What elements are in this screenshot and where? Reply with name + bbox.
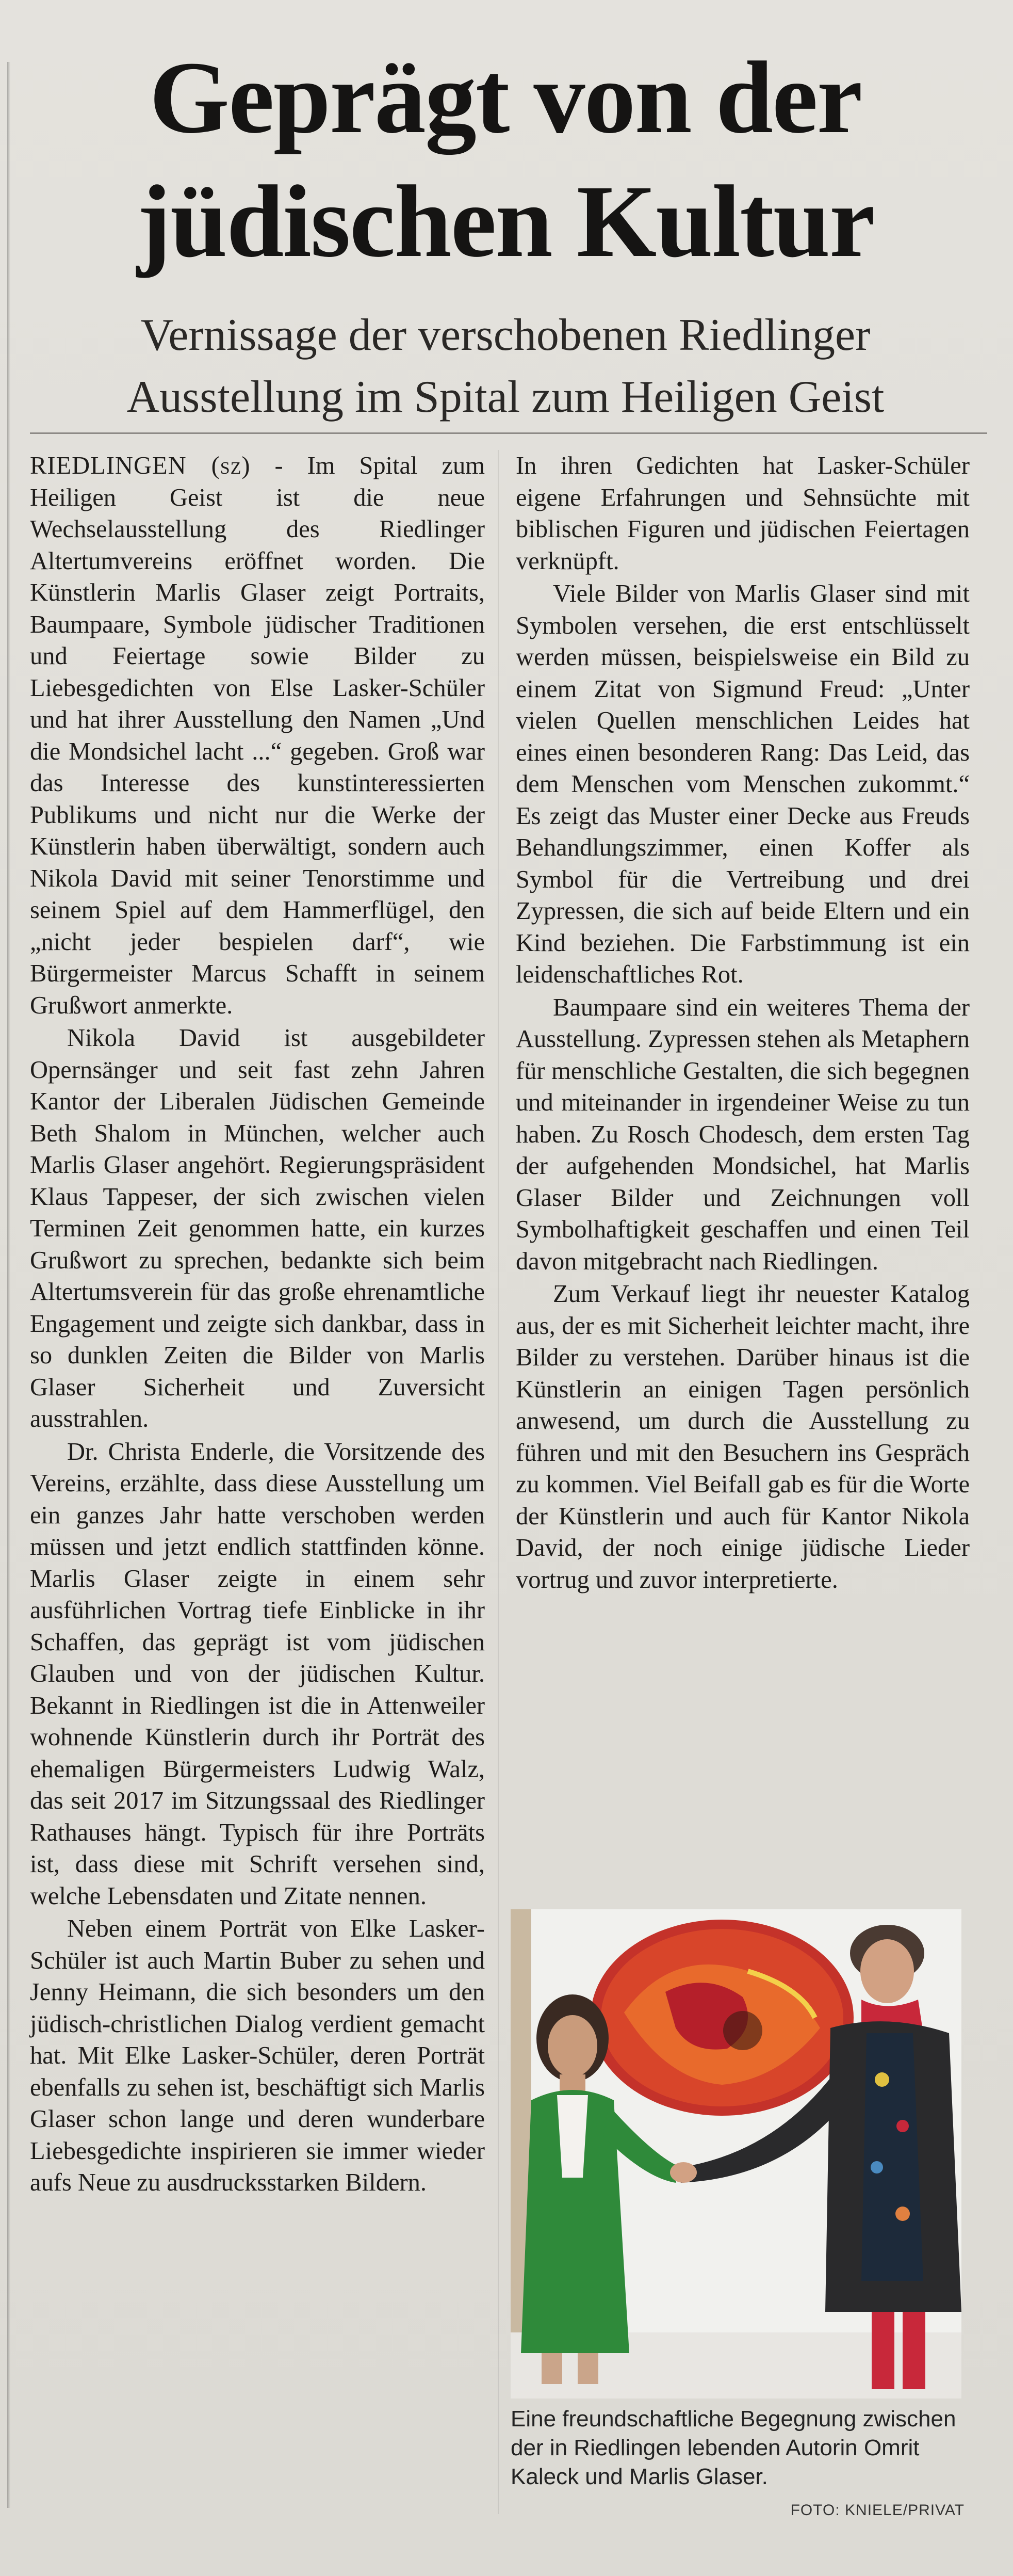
paragraph: Dr. Christa Enderle, die Vorsitzende des Vereins, erzählte, dass diese Ausstellung um ein ganzes Jahr hatte verschoben werden müssen und jetzt endlich stattfinden könne. Marlis Glaser zeigte in einem sehr ausführlichen Vortrag tiefe Einblicke in ihr Schaffen, das geprägt ist vom jüdischen Glauben und von der jüdischen Kultur. Bekannt in Riedlingen ist die in Attenweiler wohnende Künstlerin durch ihr Porträt des ehemaligen Bürgermeisters Ludwig Walz, das seit 2017 im Sitzungssaal des Riedlinger Rathauses hängt. Typisch für ihre Porträts ist, dass diese mit Schrift versehen sind, welche Lebensdaten und Zitate nennen. <box>30 1438 485 1910</box>
page-fold-shadow <box>7 62 10 2508</box>
subheadline-line-2: Ausstellung im Spital zum Heiligen Geist <box>126 372 885 422</box>
handshake <box>670 2162 697 2183</box>
paragraph: In ihren Gedichten hat Lasker-Schüler eigene Erfahrungen und Sehnsüchte mit biblischen Figuren und jüdischen Feiertagen verknüpft. <box>516 452 970 575</box>
paragraph: Viele Bilder von Marlis Glaser sind mit Symbolen versehen, die erst entschlüsselt werden müssen, beispielsweise ein Bild zu einem Zitat von Sigmund Freud: „Unter vielen Quellen menschlichen Leides hat eines einen besonderen Rang: Das Leid, das dem Menschen vom Menschen zukommt.“ Es zeigt das Muster einer Decke aus Freuds Behandlungszimmer, einen Koffer als Symbol für die Vertreibung und drei Zypressen, die sich auf beide Eltern und ein Kind beziehen. Die Farbstimmung ist ein leidenschaftliches Rot. <box>516 580 970 988</box>
paragraph: Nikola David ist ausgebildeter Opernsänger und seit fast zehn Jahren Kantor der Liberalen Jüdischen Gemeinde Beth Shalom in München, welcher auch Marlis Glaser angehört. Regierungspräsident Klaus Tappeser, der sich zwischen vielen Terminen Zeit genommen hatte, ein kurzes Grußwort zu sprechen, bedankte sich beim Altertumsverein für das große ehrenamtliche Engagement und zeigte sich dankbar, dass in so dunklen Zeiten die Bilder von Marlis Glaser Sicherheit und Zuversicht ausstrahlen. <box>30 1024 485 1432</box>
paragraph: Baumpaare sind ein weiteres Thema der Ausstellung. Zypressen stehen als Metaphern für menschliche Gestalten, die sich begegnen und miteinander in irgendeiner Weise zu tun haben. Zu Rosch Chodesch, dem ersten Tag der aufgehenden Mondsichel, hat Marlis Glaser Bilder und Zeichnungen voll Symbolhaftigkeit geschaffen und einen Teil davon mitgebracht nach Riedlingen. <box>516 993 970 1275</box>
column-gutter <box>498 450 499 2514</box>
article-column-left <box>30 450 485 2199</box>
painting <box>591 1920 854 2116</box>
article-subheadline <box>52 304 959 428</box>
paragraph: Neben einem Porträt von Elke Lasker-Schüler ist auch Martin Buber zu sehen und Jenny Heimann, die sich besonders um den jüdisch-christlichen Dialog verdient gemacht hat. Mit Elke Lasker-Schüler, deren Porträt ebenfalls zu sehen ist, beschäftigt sich Marlis Glaser schon lange und deren wunderbare Liebesgedichte inspirieren sie immer wieder aufs Neue zu ausdrucksstarken Bildern. <box>30 1915 485 2196</box>
dateline: RIEDLINGEN (sz) <box>30 452 251 479</box>
header-divider <box>30 432 987 434</box>
photo-illustration <box>511 1909 961 2398</box>
paragraph <box>30 450 485 1021</box>
photo-caption: Eine freundschaftliche Begegnung zwischen der in Riedlingen lebenden Autorin Omrit Kaleck und Marlis Glaser. <box>511 2406 956 2489</box>
article-column-right <box>516 450 970 1596</box>
paragraph-text: - Im Spital zum Heiligen Geist ist die neue Wechselausstellung des Riedlinger Altertumvereins eröffnet worden. Die Künstlerin Marlis Glaser zeigt Portraits, Baumpaare, Symbole jüdischer Traditionen und Feiertage sowie Bilder zu Liebesgedichten von Else Lasker-Schüler und hat ihrer Ausstellung den Namen „Und die Mondsichel lacht ...“ gegeben. Groß war das Interesse des kunstinteressierten Publikums und nicht nur die Werke der Künstlerin haben überwältigt, sondern auch Nikola David mit seiner Tenorstimme und seinem Spiel auf dem Hammerflügel, den „nicht jeder bespielen darf“, wie Bürgermeister Marcus Schafft in seinem Grußwort anmerkte. <box>30 452 485 1019</box>
headline-line-2: jüdischen Kultur <box>137 165 874 279</box>
headline-line-1: Geprägt von der <box>149 41 862 155</box>
article-photo <box>511 1909 961 2398</box>
article-headline <box>62 36 949 284</box>
photo-credit: FOTO: KNIELE/PRIVAT <box>790 2502 965 2519</box>
subheadline-line-1: Vernissage der verschobenen Riedlinger <box>140 310 871 360</box>
paragraph: Zum Verkauf liegt ihr neuester Katalog aus, der es mit Sicherheit leichter macht, ihre Bilder zu verstehen. Darüber hinaus ist die Künstlerin an einigen Tagen persönlich anwesend, um durch die Ausstellung zu führen und mit den Besuchern ins Gespräch zu kommen. Viel Beifall gab es für die Worte der Künstlerin und auch für Kantor Nikola David, der noch einige jüdische Lieder vortrug und zuvor interpretierte. <box>516 1280 970 1593</box>
